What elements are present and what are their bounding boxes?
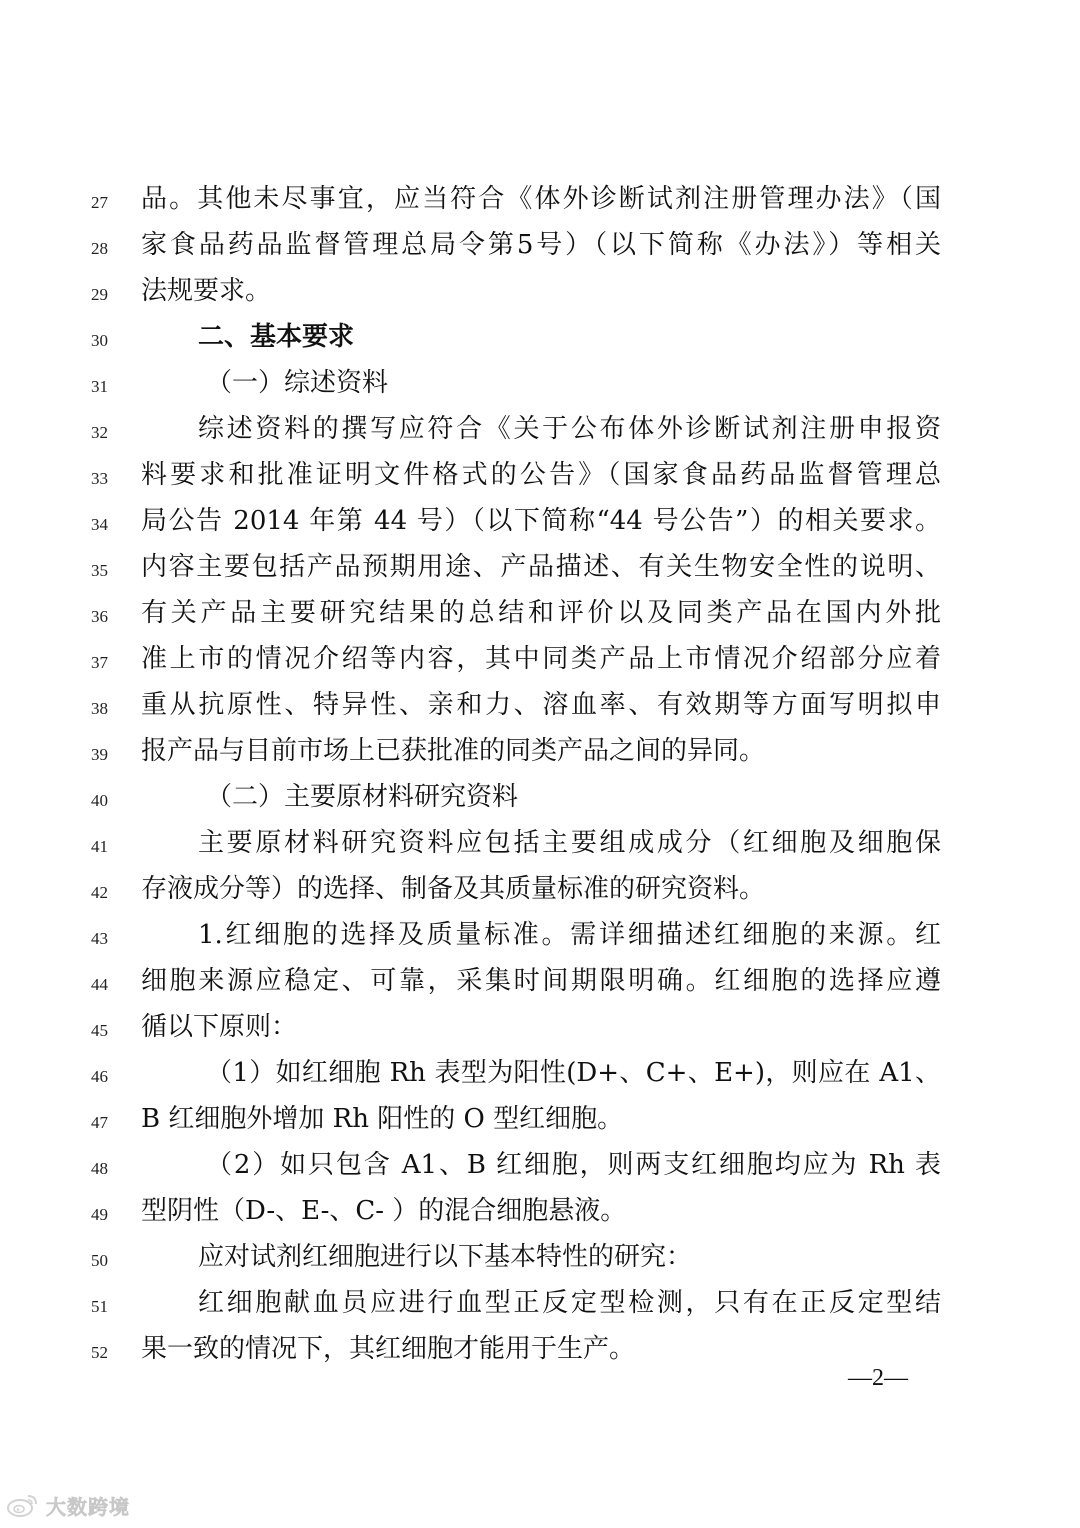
line-text: 存液成分等）的选择、制备及其质量标准的研究资料。 <box>141 874 766 904</box>
text-line <box>0 268 1080 314</box>
text-line <box>0 1234 1080 1280</box>
line-number: 41 <box>91 837 108 856</box>
text-line <box>0 820 1080 866</box>
text-line <box>0 1096 1080 1142</box>
text-line <box>0 406 1080 452</box>
line-text: 法规要求。 <box>141 276 272 306</box>
line-text: B 红细胞外增加 Rh 阳性的 O 型红细胞。 <box>141 1104 624 1134</box>
line-text: 主要原材料研究资料应包括主要组成成分（红细胞及细胞保 <box>198 828 941 858</box>
line-text: 红细胞献血员应进行血型正反定型检测，只有在正反定型结 <box>198 1288 941 1318</box>
text-line <box>0 1188 1080 1234</box>
line-text: 料要求和批准证明文件格式的公告》（国家食品药品监督管理总 <box>141 460 941 490</box>
text-line <box>0 176 1080 222</box>
line-text: 内容主要包括产品预期用途、产品描述、有关生物安全性的说明、 <box>141 552 941 582</box>
line-number: 33 <box>91 469 108 488</box>
line-number: 48 <box>91 1159 108 1178</box>
line-number: 44 <box>91 975 108 994</box>
subsection-heading <box>0 774 1080 820</box>
line-text: 综述资料的撰写应符合《关于公布体外诊断试剂注册申报资 <box>198 414 941 444</box>
text-line <box>0 1280 1080 1326</box>
line-text: （1）如红细胞 Rh 表型为阳性(D+、C+、E+)，则应在 A1、 <box>206 1058 941 1088</box>
line-number: 40 <box>91 791 108 810</box>
subsection-heading <box>0 360 1080 406</box>
text-line <box>0 590 1080 636</box>
watermark-text: 大数跨境 <box>46 1494 130 1519</box>
section-heading <box>0 314 1080 360</box>
text-line <box>0 452 1080 498</box>
heading-text: （一）综述资料 <box>206 368 389 398</box>
text-line <box>0 866 1080 912</box>
line-number: 43 <box>91 929 108 948</box>
text-line <box>0 1050 1080 1096</box>
line-text: 报产品与目前市场上已获批准的同类产品之间的异同。 <box>141 736 766 766</box>
text-line <box>0 958 1080 1004</box>
line-number: 50 <box>91 1251 108 1270</box>
weibo-logo-icon <box>6 1492 40 1518</box>
line-text: 家食品药品监督管理总局令第5号）（以下简称《办法》）等相关 <box>141 230 941 260</box>
line-number: 31 <box>91 377 108 396</box>
line-number: 35 <box>91 561 108 580</box>
text-line <box>0 498 1080 544</box>
line-text: （2）如只包含 A1、B 红细胞，则两支红细胞均应为 Rh 表 <box>206 1150 941 1180</box>
line-text: 细胞来源应稳定、可靠，采集时间期限明确。红细胞的选择应遵 <box>141 966 941 996</box>
text-line <box>0 544 1080 590</box>
line-number: 42 <box>91 883 108 902</box>
line-number: 36 <box>91 607 108 626</box>
text-line <box>0 912 1080 958</box>
line-text: 型阴性（D-、E-、C- ）的混合细胞悬液。 <box>141 1196 627 1226</box>
page-number: —2— <box>848 1365 908 1391</box>
line-text: 应对试剂红细胞进行以下基本特性的研究： <box>198 1242 693 1272</box>
heading-text: （二）主要原材料研究资料 <box>206 782 519 812</box>
line-number: 49 <box>91 1205 108 1224</box>
line-number: 45 <box>91 1021 108 1040</box>
line-number: 38 <box>91 699 108 718</box>
text-line <box>0 1142 1080 1188</box>
line-number: 29 <box>91 285 108 304</box>
line-text: 1.红细胞的选择及质量标准。需详细描述红细胞的来源。红 <box>198 920 941 950</box>
text-line <box>0 1004 1080 1050</box>
watermark <box>6 1490 130 1520</box>
text-line <box>0 728 1080 774</box>
line-text: 品。其他未尽事宜，应当符合《体外诊断试剂注册管理办法》（国 <box>141 184 941 214</box>
line-number: 52 <box>91 1343 108 1362</box>
line-number: 51 <box>91 1297 108 1316</box>
text-line <box>0 222 1080 268</box>
line-number: 27 <box>91 193 108 212</box>
text-line <box>0 1326 1080 1372</box>
text-line <box>0 682 1080 728</box>
line-text: 循以下原则： <box>141 1012 298 1042</box>
line-number: 37 <box>91 653 108 672</box>
line-number: 34 <box>91 515 108 534</box>
heading-text: 二、基本要求 <box>198 322 355 352</box>
text-line <box>0 636 1080 682</box>
line-text: 局公告 2014 年第 44 号）（以下简称“44 号公告”）的相关要求。 <box>141 506 941 536</box>
line-text: 准上市的情况介绍等内容，其中同类产品上市情况介绍部分应着 <box>141 644 941 674</box>
line-number: 32 <box>91 423 108 442</box>
line-number: 46 <box>91 1067 108 1086</box>
line-number: 39 <box>91 745 108 764</box>
line-text: 重从抗原性、特异性、亲和力、溶血率、有效期等方面写明拟申 <box>141 690 941 720</box>
line-number: 47 <box>91 1113 108 1132</box>
line-number: 28 <box>91 239 108 258</box>
line-text: 有关产品主要研究结果的总结和评价以及同类产品在国内外批 <box>141 598 941 628</box>
line-number: 30 <box>91 331 108 350</box>
line-text: 果一致的情况下，其红细胞才能用于生产。 <box>141 1334 636 1364</box>
